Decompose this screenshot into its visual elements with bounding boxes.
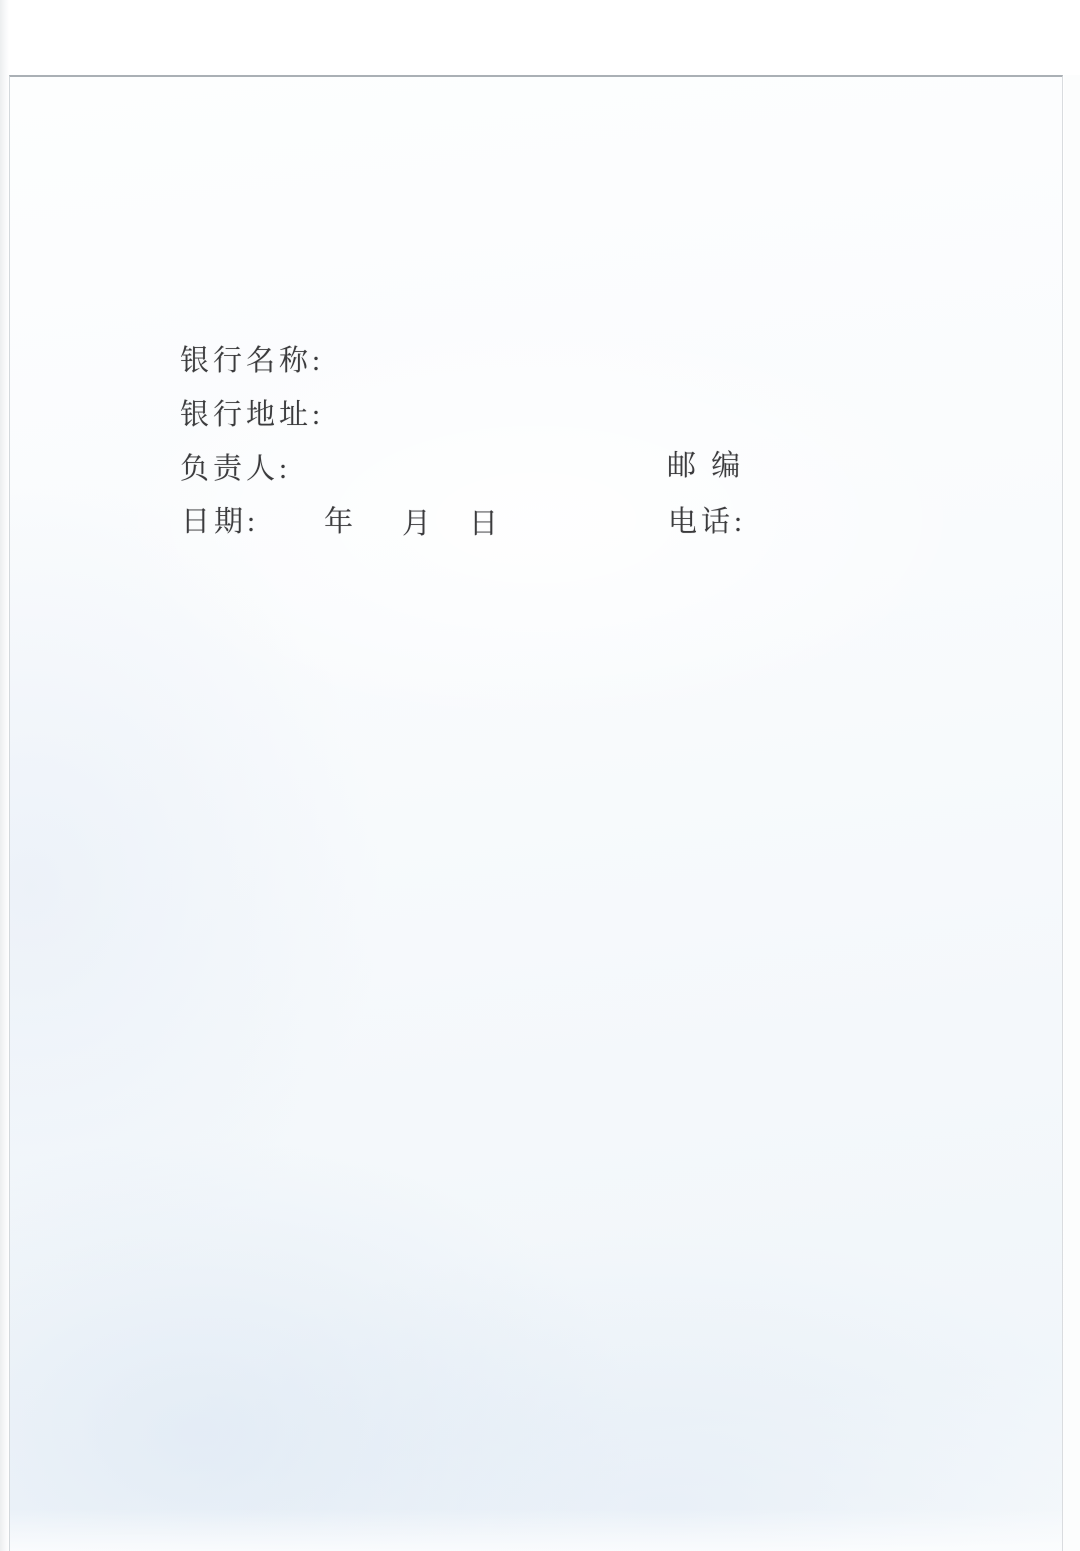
- bank-address-label: 银行地址:: [180, 399, 325, 431]
- bank-name-label: 银行名称:: [180, 345, 325, 377]
- paper-sheet: [9, 75, 1063, 1551]
- date-label: 日期:: [181, 506, 260, 538]
- scan-right-edge-strip: [1064, 75, 1080, 1551]
- date-month-label: 月: [402, 508, 436, 540]
- date-day-label: 日: [469, 508, 503, 540]
- scan-left-edge-shadow: [0, 0, 9, 1551]
- postal-code-label: 邮 编: [667, 450, 745, 482]
- phone-label: 电话:: [668, 506, 747, 538]
- date-year-label: 年: [324, 506, 358, 538]
- person-in-charge-label: 负责人:: [180, 453, 292, 485]
